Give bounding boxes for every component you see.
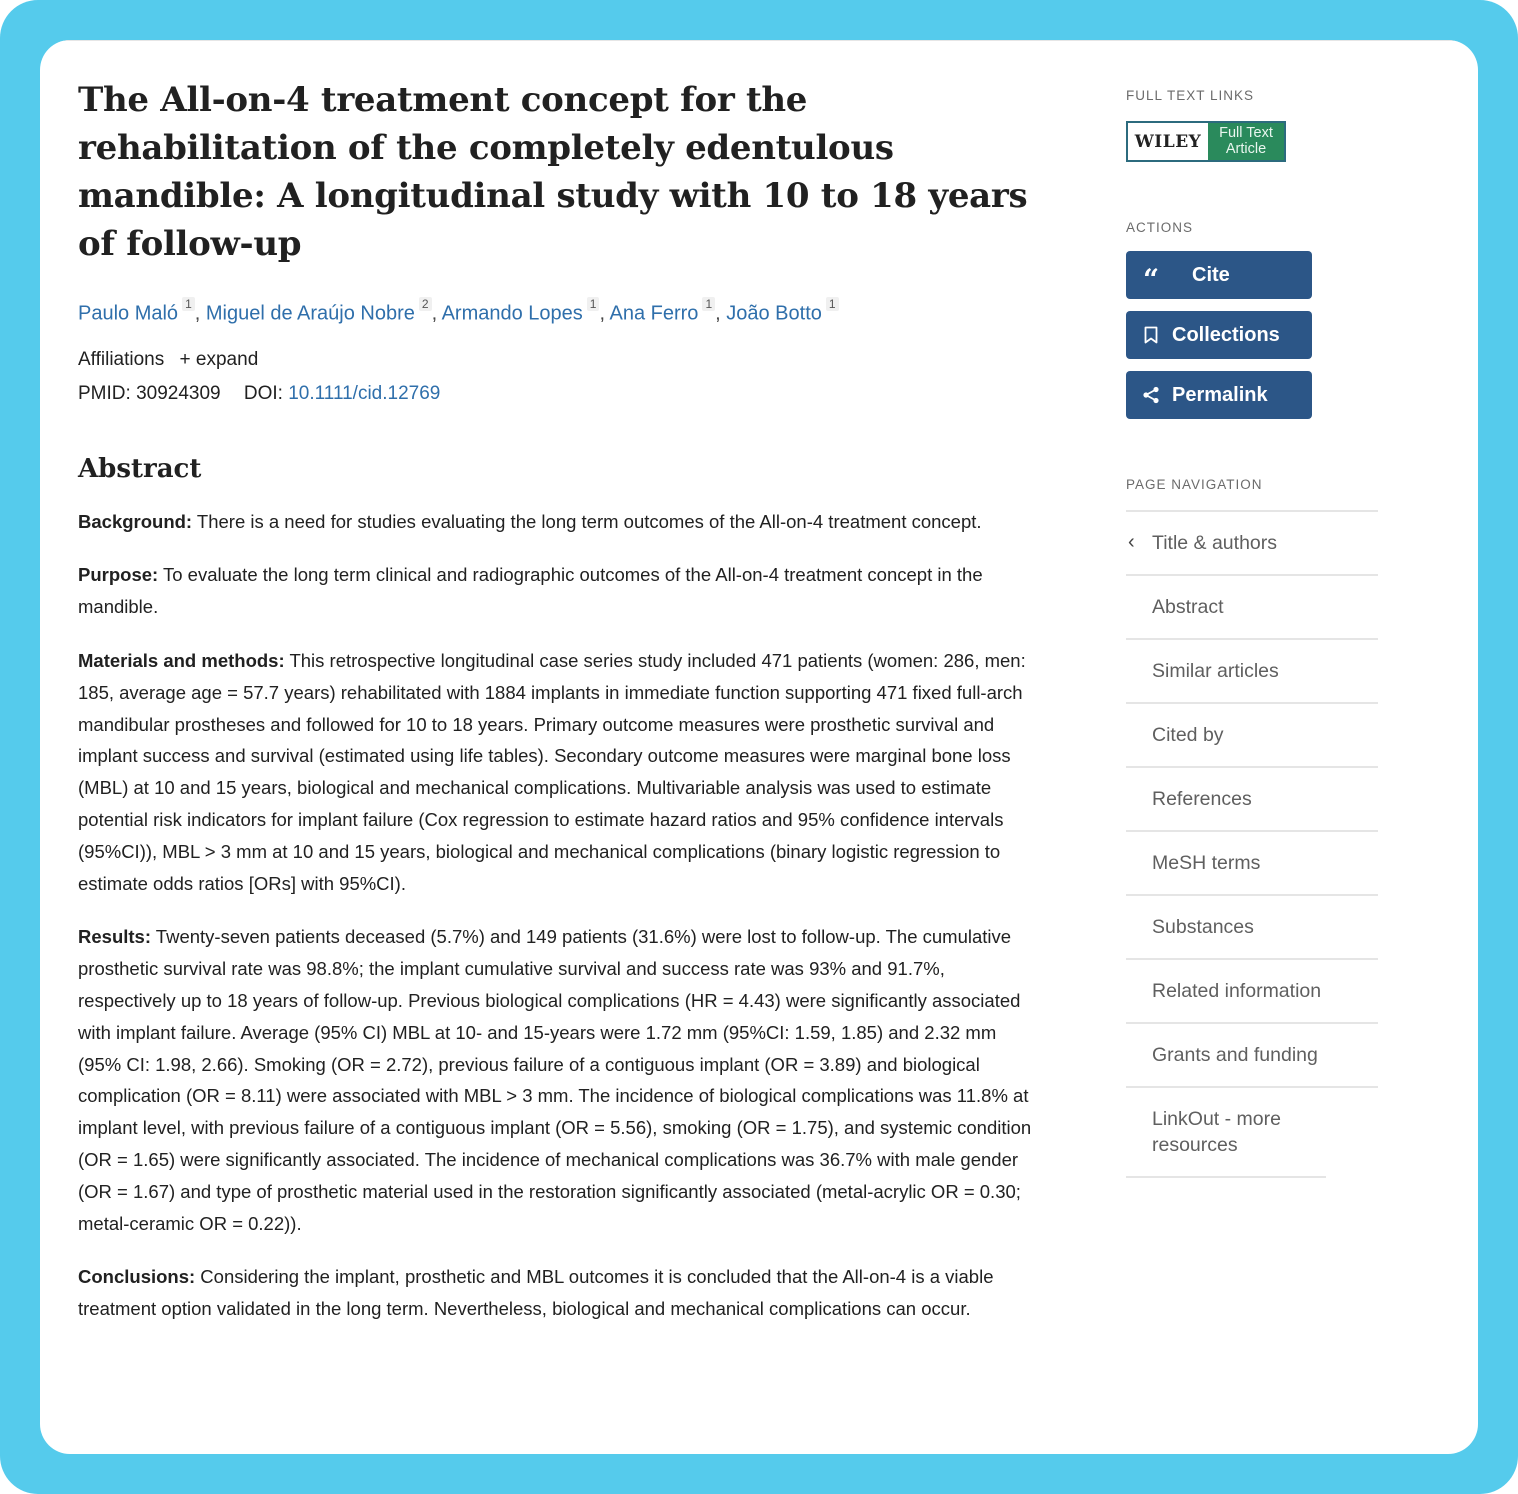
cite-label: Cite [1192, 263, 1230, 286]
chevron-left-icon: ‹ [1128, 531, 1135, 553]
doi-label: DOI: [243, 382, 283, 404]
nav-item-title-authors[interactable]: ‹ Title & authors [1126, 512, 1378, 576]
nav-item-references[interactable]: References [1126, 768, 1378, 832]
doi-link[interactable]: 10.1111/cid.12769 [288, 382, 441, 404]
quote-icon: “ [1142, 263, 1160, 296]
full-text-article-label [1208, 123, 1284, 160]
right-sidebar [1126, 88, 1378, 1178]
permalink-label: Permalink [1172, 383, 1268, 406]
section-text: This retrospective longitudinal case series study included 471 patients (women: 286, men: 185, average age = 57.7 years) rehabilitated with 1884 implants in immediate function supporting 471 fixed full-arch mandibular prostheses and followed for 10 to 18 years. Primary outcome measures were prosthetic survival and implant success and survival (estimated using life tables). Secondary outcome measures were marginal bone loss (MBL) at 10 and 15 years, biological and mechanical complications. Multivariable analysis was used to estimate potential risk indicators for implant failure (Cox regression to estimate hazard ratios and 95% confidence intervals (95%CI)), MBL > 3 mm at 10 and 15 years, biological and mechanical complications (binary logistic regression to estimate odds ratios [ORs] with 95%CI). [78, 650, 1026, 894]
section-label: Background: [78, 510, 193, 532]
affiliation-marker[interactable]: 1 [587, 297, 600, 311]
affiliation-marker[interactable]: 1 [826, 297, 839, 311]
nav-item-abstract[interactable]: Abstract [1126, 576, 1378, 640]
collections-button[interactable] [1126, 311, 1312, 359]
abstract-results [78, 921, 1038, 1239]
bookmark-icon [1140, 326, 1162, 344]
abstract-heading: Abstract [78, 453, 202, 484]
full-text-line1: Full Text [1219, 125, 1273, 141]
nav-item-mesh-terms[interactable]: MeSH terms [1126, 832, 1378, 896]
author-link[interactable]: João Botto [726, 302, 822, 325]
section-label: Conclusions: [78, 1266, 196, 1288]
affiliations-row [78, 346, 1038, 374]
affiliation-marker[interactable]: 2 [419, 297, 432, 311]
share-icon [1140, 386, 1162, 404]
section-label: Materials and methods: [78, 650, 285, 672]
actions-heading: ACTIONS [1126, 220, 1194, 235]
permalink-button[interactable] [1126, 371, 1312, 419]
page-navigation [1126, 510, 1378, 1178]
nav-item-similar-articles[interactable]: Similar articles [1126, 640, 1378, 704]
abstract-purpose [78, 559, 1038, 623]
article-title: The All-on-4 treatment concept for the rehabilitation of the completely edentulous mandible: A longitudinal study with 10 to 18 years of follow-up [78, 80, 1028, 264]
pmid-value: 30924309 [136, 382, 221, 404]
abstract-background [78, 506, 1038, 538]
section-label: Purpose: [78, 564, 159, 586]
identifiers-row [78, 380, 1038, 408]
abstract-methods [78, 645, 1038, 899]
section-text: Twenty-seven patients deceased (5.7%) and 149 patients (31.6%) were lost to follow-up. The cumulative prosthetic survival rate was 98.8%; the implant cumulative survival and success rate was 93% and 91.7%, respectively up to 18 years of follow-up. Previous biological complications (HR = 4.43) were significantly associated with implant failure. Average (95% CI) MBL at 10- and 15-years were 1.72 mm (95%CI: 1.59, 1.85) and 2.32 mm (95% CI: 1.98, 2.66). Smoking (OR = 2.72), previous failure of a contiguous implant (OR = 3.89) and biological complication (OR = 8.11) were associated with MBL > 3 mm. The incidence of biological complications was 11.8% at implant level, with previous failure of a contiguous implant (OR = 5.56), smoking (OR = 1.75), and systemic condition (OR = 1.65) were significantly associated. The incidence of mechanical complications was 36.7% with male gender (OR = 1.67) and type of prosthetic material used in the restoration significantly associated (metal-acrylic OR = 0.30; metal-ceramic OR = 0.22)). [78, 926, 1032, 1234]
author-list: Paulo Maló $^1$ , Miguel de Araújo Nobre $^2$ , Armando Lopes $^1$ , Ana Ferro $^1$ , João Botto $^1$ [78, 294, 1038, 328]
page-navigation-heading: PAGE NAVIGATION [1126, 477, 1263, 492]
wiley-full-text-link[interactable] [1126, 121, 1286, 162]
actions-group [1126, 251, 1378, 419]
expand-affiliations-toggle[interactable]: + expand [179, 348, 259, 370]
collections-label: Collections [1172, 323, 1280, 346]
nav-item-grants-funding[interactable]: Grants and funding [1126, 1024, 1378, 1088]
full-text-links-heading: FULL TEXT LINKS [1126, 88, 1255, 103]
section-text: To evaluate the long term clinical and radiographic outcomes of the All-on-4 treatment concept in the mandible. [78, 564, 983, 618]
nav-item-linkout[interactable]: LinkOut - more resources [1126, 1088, 1326, 1178]
affiliations-label: Affiliations [78, 348, 165, 370]
section-text: Considering the implant, prosthetic and MBL outcomes it is concluded that the All-on-4 is a viable treatment option validated in the long term. Nevertheless, biological and mechanical complications can occur. [78, 1266, 994, 1320]
article-main [78, 76, 1038, 1325]
affiliation-marker[interactable]: 1 [702, 297, 715, 311]
section-text: There is a need for studies evaluating the long term outcomes of the All-on-4 treatment concept. [192, 510, 982, 532]
abstract-conclusions [78, 1261, 1038, 1325]
author-link[interactable]: Miguel de Araújo Nobre [205, 302, 415, 325]
pmid-label: PMID: [78, 382, 131, 404]
top-divider [40, 40, 1478, 46]
section-label: Results: [78, 926, 151, 948]
wiley-logo: WILEY [1128, 123, 1208, 160]
affiliation-marker[interactable]: 1 [182, 297, 195, 311]
article-page [40, 40, 1478, 1454]
author-link[interactable]: Paulo Maló [78, 302, 179, 325]
author-link[interactable]: Armando Lopes [441, 302, 583, 325]
nav-item-substances[interactable]: Substances [1126, 896, 1378, 960]
cite-button[interactable] [1126, 251, 1312, 299]
nav-item-cited-by[interactable]: Cited by [1126, 704, 1378, 768]
nav-item-related-information[interactable]: Related information [1126, 960, 1378, 1024]
full-text-line2: Article [1225, 141, 1267, 157]
author-link[interactable]: Ana Ferro [609, 302, 699, 325]
